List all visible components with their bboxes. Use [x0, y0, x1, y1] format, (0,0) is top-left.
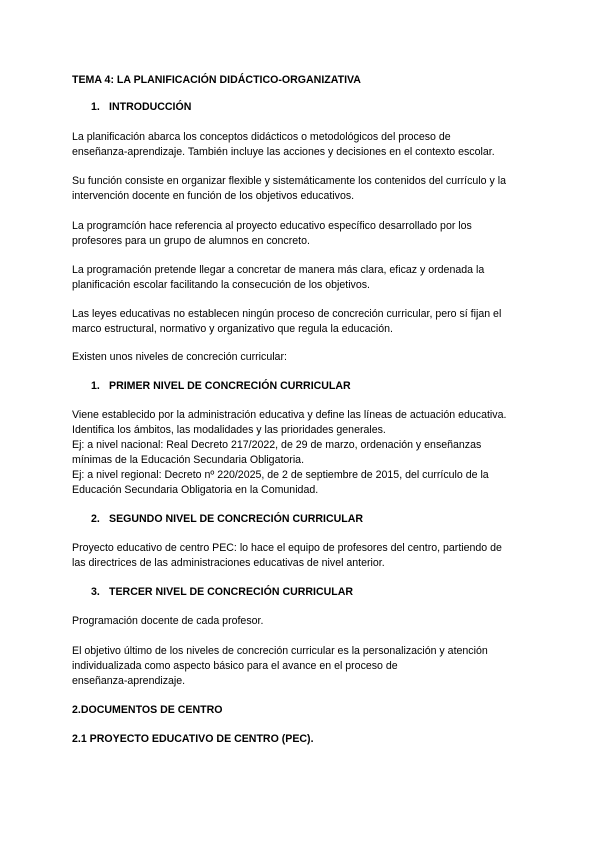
level-1-number: 1.	[91, 380, 100, 392]
paragraph-line: mínimas de la Educación Secundaria Obligatoria.	[72, 454, 305, 466]
level-1-paragraph	[72, 408, 542, 498]
paragraph-line: Ej: a nivel regional: Decreto nº 220/2025, de 2 de septiembre de 2015, del currículo de la	[72, 469, 489, 481]
intro-paragraph-5	[72, 307, 542, 337]
section-1-number: 1.	[91, 101, 100, 113]
paragraph-line: Ej: a nivel nacional: Real Decreto 217/2022, de 29 de marzo, ordenación y enseñanzas	[72, 439, 482, 451]
section-2-heading: 2.DOCUMENTOS DE CENTRO	[72, 704, 223, 716]
level-3-number: 3.	[91, 586, 100, 598]
paragraph-line: Proyecto educativo de centro PEC: lo hace el equipo de profesores del centro, partiendo de	[72, 542, 502, 554]
section-1-heading	[91, 100, 191, 115]
paragraph-line: Las leyes educativas no establecen ningún proceso de concreción curricular, pero sí fijan el	[72, 308, 502, 320]
paragraph-line: Programación docente de cada profesor.	[72, 615, 264, 627]
level-2-paragraph	[72, 541, 542, 571]
paragraph-line: las directrices de las administraciones educativas de nivel anterior.	[72, 557, 385, 569]
paragraph-line: La planificación abarca los conceptos didácticos o metodológicos del proceso de	[72, 131, 451, 143]
paragraph-line: Educación Secundaria Obligatoria en la Comunidad.	[72, 484, 319, 496]
level-1-heading	[91, 379, 351, 394]
paragraph-line: individualizada como aspecto básico para el avance en el proceso de	[72, 660, 398, 672]
paragraph-line: marco estructural, normativo y organizativo que regula la educación.	[72, 323, 393, 335]
section-2-1-heading: 2.1 PROYECTO EDUCATIVO DE CENTRO (PEC).	[72, 733, 314, 745]
level-3-heading	[91, 585, 353, 600]
paragraph-line: planificación escolar facilitando la consecución de los objetivos.	[72, 279, 370, 291]
paragraph-line: intervención docente en función de los objetivos educativos.	[72, 190, 355, 202]
level-2-heading	[91, 512, 363, 527]
intro-paragraph-3	[72, 219, 542, 249]
level-2-number: 2.	[91, 513, 100, 525]
paragraph-line: El objetivo último de los niveles de concreción curricular es la personalización y atención	[72, 645, 488, 657]
closing-paragraph	[72, 644, 542, 689]
paragraph-line: profesores para un grupo de alumnos en concreto.	[72, 235, 310, 247]
level-2-title: SEGUNDO NIVEL DE CONCRECIÓN CURRICULAR	[109, 513, 364, 525]
paragraph-line: La programación pretende llegar a concretar de manera más clara, eficaz y ordenada la	[72, 264, 485, 276]
level-1-title: PRIMER NIVEL DE CONCRECIÓN CURRICULAR	[109, 380, 351, 392]
paragraph-line: Viene establecido por la administración educativa y define las líneas de actuación educativa.	[72, 409, 507, 421]
paragraph-line: enseñanza-aprendizaje.	[72, 675, 186, 687]
level-3-paragraph	[72, 614, 542, 629]
intro-paragraph-4	[72, 263, 542, 293]
paragraph-line: enseñanza-aprendizaje. También incluye las acciones y decisiones en el contexto escolar.	[72, 146, 495, 158]
section-1-title: INTRODUCCIÓN	[109, 101, 192, 113]
paragraph-line: Su función consiste en organizar flexible y sistemáticamente los contenidos del currículo y la	[72, 175, 506, 187]
intro-paragraph-2	[72, 174, 542, 204]
document-title: TEMA 4: LA PLANIFICACIÓN DIDÁCTICO-ORGANIZATIVA	[72, 74, 361, 86]
paragraph-line: La programcíón hace referencia al proyecto educativo específico desarrollado por los	[72, 220, 472, 232]
intro-paragraph-6	[72, 350, 542, 365]
intro-paragraph-1	[72, 130, 542, 160]
paragraph-line: Identifica los ámbitos, las modalidades y las prioridades generales.	[72, 424, 386, 436]
level-3-title: TERCER NIVEL DE CONCRECIÓN CURRICULAR	[109, 586, 354, 598]
paragraph-line: Existen unos niveles de concreción curricular:	[72, 351, 287, 363]
